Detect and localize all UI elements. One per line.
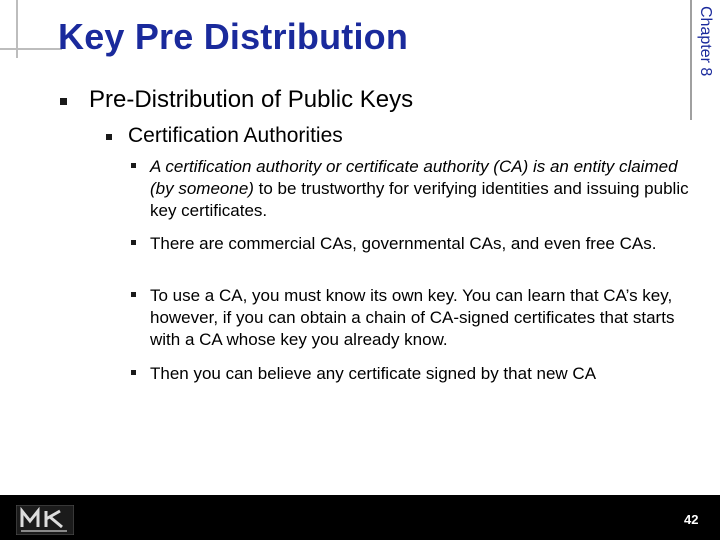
- level2-text: Certification Authorities: [128, 124, 343, 147]
- item-1-rest: to be trustworthy for verifying identities and issuing public key certificates.: [150, 179, 689, 220]
- item-4: Then you can believe any certificate signed by that new CA: [150, 364, 597, 383]
- item-1-italic: A certification authority or certificate authority (CA) is an entity claimed (by someone): [150, 157, 678, 198]
- item-3: To use a CA, you must know its own key. You can learn that CA’s key, however, if you can obtain a chain of CA-signed certificates that starts with a CA whose key you already know.: [150, 286, 675, 349]
- bullet-l3-2: [131, 240, 136, 245]
- bullet-l3-4: [131, 370, 136, 375]
- chapter-label: Chapter 8: [697, 6, 714, 77]
- publisher-logo-icon: [16, 505, 74, 535]
- page-number: 42: [684, 512, 699, 527]
- slide-title: Key Pre Distribution: [58, 16, 409, 57]
- level1-text: Pre-Distribution of Public Keys: [89, 86, 414, 113]
- item-1: [150, 156, 705, 222]
- bullet-l3-3: [131, 292, 136, 297]
- item-2: There are commercial CAs, governmental CAs, and even free CAs.: [150, 234, 657, 253]
- bullet-l2: [106, 134, 112, 140]
- corner-frame-horizontal: [0, 48, 62, 50]
- bullet-l1: [60, 98, 67, 105]
- bullet-l3-1: [131, 163, 136, 168]
- footer-bar: [0, 495, 720, 540]
